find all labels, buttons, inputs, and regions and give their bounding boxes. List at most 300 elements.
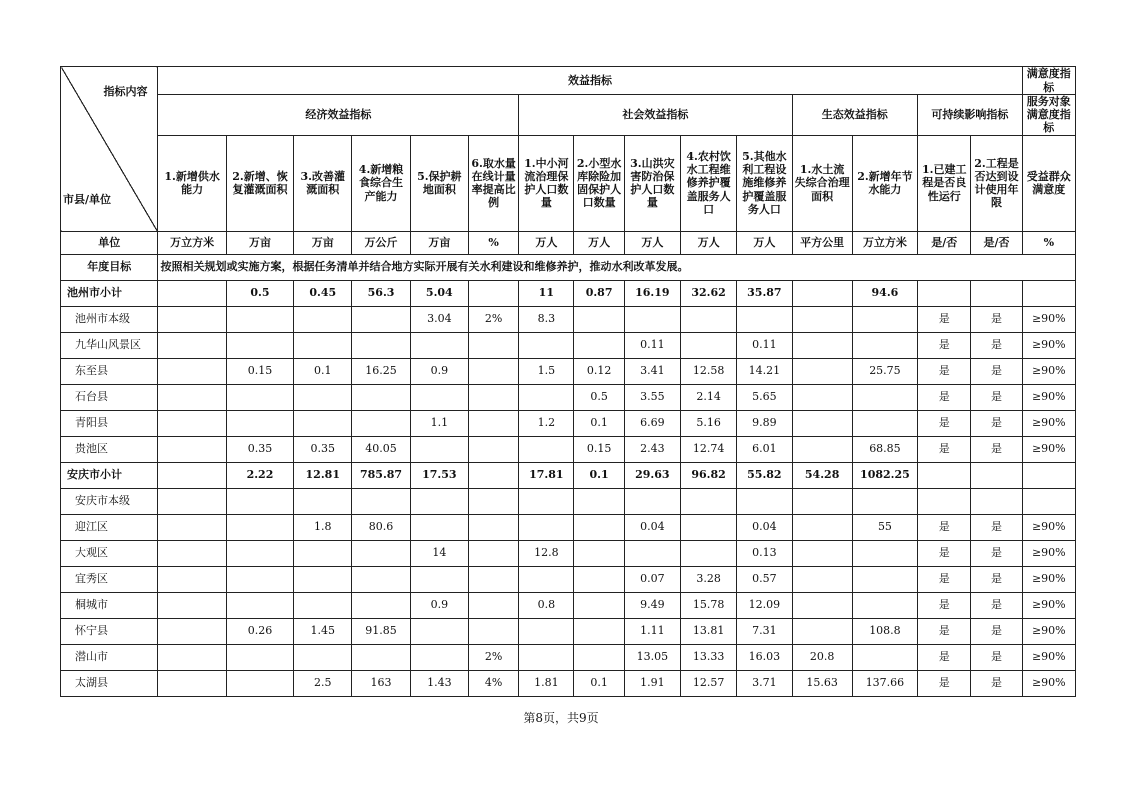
value-cell: 0.45 bbox=[294, 280, 352, 306]
value-cell: 3.28 bbox=[680, 566, 736, 592]
value-cell: 0.9 bbox=[410, 592, 468, 618]
value-cell: 1.81 bbox=[519, 670, 574, 696]
value-cell: 是 bbox=[971, 384, 1022, 410]
value-cell bbox=[680, 332, 736, 358]
value-cell bbox=[158, 540, 226, 566]
annual-target-label: 年度目标 bbox=[61, 254, 158, 280]
value-cell bbox=[352, 306, 410, 332]
value-cell bbox=[737, 488, 792, 514]
value-cell: 1.1 bbox=[410, 410, 468, 436]
table-row bbox=[61, 514, 1076, 540]
value-cell: 12.58 bbox=[680, 358, 736, 384]
sustainable-indicators-header: 可持续影响指标 bbox=[918, 95, 1023, 136]
value-cell: ≥90% bbox=[1022, 540, 1075, 566]
region-name: 太湖县 bbox=[61, 670, 158, 696]
value-cell bbox=[519, 644, 574, 670]
value-cell: 15.63 bbox=[792, 670, 852, 696]
region-name: 九华山风景区 bbox=[61, 332, 158, 358]
value-cell: 0.15 bbox=[574, 436, 624, 462]
value-cell: ≥90% bbox=[1022, 384, 1075, 410]
value-cell: 2% bbox=[468, 644, 518, 670]
value-cell bbox=[519, 566, 574, 592]
value-cell: 54.28 bbox=[792, 462, 852, 488]
value-cell bbox=[410, 644, 468, 670]
value-cell: 是 bbox=[971, 670, 1022, 696]
value-cell: 14.21 bbox=[737, 358, 792, 384]
value-cell bbox=[158, 644, 226, 670]
value-cell: 8.3 bbox=[519, 306, 574, 332]
value-cell bbox=[680, 514, 736, 540]
value-cell: 是 bbox=[971, 306, 1022, 332]
value-cell bbox=[519, 514, 574, 540]
value-cell: 是 bbox=[918, 644, 971, 670]
value-cell bbox=[410, 436, 468, 462]
value-cell bbox=[226, 644, 293, 670]
indicator-header: 3.山洪灾害防治保护人口数量 bbox=[624, 135, 680, 231]
value-cell: 0.04 bbox=[737, 514, 792, 540]
value-cell: 55.82 bbox=[737, 462, 792, 488]
table-row bbox=[61, 540, 1076, 566]
value-cell: 是 bbox=[918, 670, 971, 696]
value-cell bbox=[852, 644, 917, 670]
value-cell: 0.8 bbox=[519, 592, 574, 618]
value-cell bbox=[574, 618, 624, 644]
value-cell bbox=[574, 592, 624, 618]
value-cell bbox=[226, 488, 293, 514]
value-cell: 是 bbox=[918, 410, 971, 436]
value-cell bbox=[468, 358, 518, 384]
indicator-header: 1.已建工程是否良性运行 bbox=[918, 135, 971, 231]
value-cell: 108.8 bbox=[852, 618, 917, 644]
value-cell bbox=[468, 566, 518, 592]
value-cell: 9.89 bbox=[737, 410, 792, 436]
value-cell bbox=[792, 384, 852, 410]
value-cell bbox=[158, 670, 226, 696]
satisfaction-indicators-header: 满意度指标 bbox=[1022, 67, 1075, 95]
value-cell bbox=[158, 566, 226, 592]
value-cell bbox=[468, 618, 518, 644]
unit-cell: 万人 bbox=[574, 231, 624, 254]
value-cell bbox=[624, 488, 680, 514]
value-cell: 785.87 bbox=[352, 462, 410, 488]
value-cell bbox=[792, 410, 852, 436]
value-cell bbox=[792, 488, 852, 514]
value-cell bbox=[852, 540, 917, 566]
value-cell bbox=[352, 488, 410, 514]
value-cell bbox=[1022, 462, 1075, 488]
value-cell: ≥90% bbox=[1022, 410, 1075, 436]
value-cell: 25.75 bbox=[852, 358, 917, 384]
value-cell: 163 bbox=[352, 670, 410, 696]
value-cell: ≥90% bbox=[1022, 306, 1075, 332]
value-cell: 15.78 bbox=[680, 592, 736, 618]
corner-region-label: 市县/单位 bbox=[63, 193, 112, 207]
value-cell bbox=[158, 514, 226, 540]
unit-cell: % bbox=[468, 231, 518, 254]
value-cell bbox=[468, 410, 518, 436]
table-row bbox=[61, 618, 1076, 644]
value-cell: 17.81 bbox=[519, 462, 574, 488]
value-cell: 16.03 bbox=[737, 644, 792, 670]
value-cell: 68.85 bbox=[852, 436, 917, 462]
value-cell bbox=[226, 514, 293, 540]
value-cell: 20.8 bbox=[792, 644, 852, 670]
region-name: 池州市小计 bbox=[61, 280, 158, 306]
table-row bbox=[61, 306, 1076, 332]
value-cell bbox=[294, 488, 352, 514]
value-cell: 1.91 bbox=[624, 670, 680, 696]
unit-cell: 万立方米 bbox=[852, 231, 917, 254]
value-cell bbox=[574, 332, 624, 358]
value-cell: 1.8 bbox=[294, 514, 352, 540]
unit-row-label: 单位 bbox=[61, 231, 158, 254]
unit-cell: 万人 bbox=[624, 231, 680, 254]
region-name: 池州市本级 bbox=[61, 306, 158, 332]
value-cell: 是 bbox=[971, 592, 1022, 618]
value-cell: 13.05 bbox=[624, 644, 680, 670]
value-cell: 11 bbox=[519, 280, 574, 306]
value-cell bbox=[574, 644, 624, 670]
value-cell bbox=[574, 566, 624, 592]
unit-cell: 万亩 bbox=[226, 231, 293, 254]
value-cell: 是 bbox=[971, 644, 1022, 670]
value-cell bbox=[852, 488, 917, 514]
indicator-header: 2.新增、恢复灌溉面积 bbox=[226, 135, 293, 231]
region-name: 怀宁县 bbox=[61, 618, 158, 644]
value-cell bbox=[226, 592, 293, 618]
value-cell: 2.5 bbox=[294, 670, 352, 696]
value-cell: ≥90% bbox=[1022, 332, 1075, 358]
value-cell: 3.41 bbox=[624, 358, 680, 384]
region-name: 宜秀区 bbox=[61, 566, 158, 592]
value-cell: 是 bbox=[971, 410, 1022, 436]
value-cell bbox=[294, 332, 352, 358]
value-cell bbox=[519, 332, 574, 358]
value-cell bbox=[352, 384, 410, 410]
table-row bbox=[61, 488, 1076, 514]
value-cell: 是 bbox=[918, 306, 971, 332]
value-cell: 0.5 bbox=[226, 280, 293, 306]
value-cell bbox=[410, 514, 468, 540]
indicator-header: 6.取水量在线计量率提高比例 bbox=[468, 135, 518, 231]
value-cell: 0.07 bbox=[624, 566, 680, 592]
value-cell bbox=[852, 384, 917, 410]
value-cell bbox=[352, 332, 410, 358]
value-cell: 0.13 bbox=[737, 540, 792, 566]
value-cell: ≥90% bbox=[1022, 566, 1075, 592]
value-cell: 0.1 bbox=[574, 670, 624, 696]
value-cell: 96.82 bbox=[680, 462, 736, 488]
value-cell: 12.81 bbox=[294, 462, 352, 488]
value-cell bbox=[519, 436, 574, 462]
page-footer: 第8页，共9页 bbox=[523, 711, 599, 725]
value-cell: 5.65 bbox=[737, 384, 792, 410]
unit-cell: 万公斤 bbox=[352, 231, 410, 254]
value-cell bbox=[468, 280, 518, 306]
value-cell bbox=[792, 436, 852, 462]
value-cell bbox=[158, 488, 226, 514]
value-cell bbox=[852, 410, 917, 436]
indicator-header: 1.新增供水能力 bbox=[158, 135, 226, 231]
value-cell bbox=[852, 306, 917, 332]
value-cell bbox=[971, 488, 1022, 514]
indicator-header: 3.改善灌溉面积 bbox=[294, 135, 352, 231]
value-cell bbox=[1022, 488, 1075, 514]
value-cell: 0.11 bbox=[624, 332, 680, 358]
value-cell: 0.87 bbox=[574, 280, 624, 306]
value-cell: 是 bbox=[918, 618, 971, 644]
value-cell: 0.9 bbox=[410, 358, 468, 384]
value-cell bbox=[519, 488, 574, 514]
value-cell bbox=[574, 488, 624, 514]
table-row bbox=[61, 592, 1076, 618]
region-name: 石台县 bbox=[61, 384, 158, 410]
value-cell: 35.87 bbox=[737, 280, 792, 306]
value-cell bbox=[792, 280, 852, 306]
value-cell bbox=[158, 436, 226, 462]
table-row bbox=[61, 332, 1076, 358]
value-cell: 0.15 bbox=[226, 358, 293, 384]
unit-cell: 是/否 bbox=[971, 231, 1022, 254]
value-cell: 1.43 bbox=[410, 670, 468, 696]
region-name: 桐城市 bbox=[61, 592, 158, 618]
value-cell bbox=[792, 358, 852, 384]
value-cell: 137.66 bbox=[852, 670, 917, 696]
value-cell bbox=[680, 488, 736, 514]
value-cell: 6.01 bbox=[737, 436, 792, 462]
value-cell: 0.57 bbox=[737, 566, 792, 592]
header-corner-cell bbox=[61, 67, 158, 232]
value-cell bbox=[792, 540, 852, 566]
value-cell bbox=[519, 618, 574, 644]
value-cell: 1082.25 bbox=[852, 462, 917, 488]
value-cell bbox=[468, 462, 518, 488]
value-cell: 是 bbox=[918, 566, 971, 592]
value-cell: 16.25 bbox=[352, 358, 410, 384]
value-cell bbox=[468, 384, 518, 410]
value-cell: 13.81 bbox=[680, 618, 736, 644]
table-row bbox=[61, 358, 1076, 384]
value-cell: 0.12 bbox=[574, 358, 624, 384]
value-cell: 0.11 bbox=[737, 332, 792, 358]
value-cell bbox=[918, 462, 971, 488]
value-cell: 0.1 bbox=[294, 358, 352, 384]
value-cell bbox=[792, 592, 852, 618]
value-cell bbox=[792, 514, 852, 540]
value-cell: 是 bbox=[918, 592, 971, 618]
value-cell bbox=[352, 540, 410, 566]
value-cell bbox=[352, 644, 410, 670]
indicator-header: 1.中小河流治理保护人口数量 bbox=[519, 135, 574, 231]
value-cell bbox=[158, 592, 226, 618]
value-cell bbox=[468, 592, 518, 618]
value-cell bbox=[680, 306, 736, 332]
indicator-header: 2.工程是否达到设计使用年限 bbox=[971, 135, 1022, 231]
value-cell bbox=[918, 488, 971, 514]
value-cell: 是 bbox=[971, 514, 1022, 540]
value-cell bbox=[918, 280, 971, 306]
value-cell: 0.26 bbox=[226, 618, 293, 644]
value-cell bbox=[468, 488, 518, 514]
table-row bbox=[61, 384, 1076, 410]
value-cell bbox=[352, 566, 410, 592]
value-cell: 1.11 bbox=[624, 618, 680, 644]
value-cell: 是 bbox=[971, 618, 1022, 644]
value-cell bbox=[468, 514, 518, 540]
value-cell bbox=[294, 384, 352, 410]
value-cell: 1.2 bbox=[519, 410, 574, 436]
value-cell bbox=[158, 618, 226, 644]
value-cell: 12.57 bbox=[680, 670, 736, 696]
value-cell: 94.6 bbox=[852, 280, 917, 306]
value-cell bbox=[792, 306, 852, 332]
indicator-header: 5.其他水利工程设施维修养护覆盖服务人口 bbox=[737, 135, 792, 231]
value-cell: 56.3 bbox=[352, 280, 410, 306]
value-cell bbox=[468, 332, 518, 358]
value-cell: 91.85 bbox=[352, 618, 410, 644]
table-row bbox=[61, 644, 1076, 670]
value-cell: 3.04 bbox=[410, 306, 468, 332]
value-cell: 2.43 bbox=[624, 436, 680, 462]
unit-cell: 是/否 bbox=[918, 231, 971, 254]
value-cell: 是 bbox=[918, 332, 971, 358]
corner-indicator-label: 指标内容 bbox=[103, 85, 148, 98]
region-name: 青阳县 bbox=[61, 410, 158, 436]
value-cell bbox=[294, 540, 352, 566]
region-name: 贵池区 bbox=[61, 436, 158, 462]
value-cell bbox=[158, 280, 226, 306]
value-cell bbox=[226, 306, 293, 332]
value-cell: 80.6 bbox=[352, 514, 410, 540]
value-cell bbox=[852, 332, 917, 358]
unit-cell: % bbox=[1022, 231, 1075, 254]
benefit-indicators-header: 效益指标 bbox=[158, 67, 1022, 95]
value-cell bbox=[737, 306, 792, 332]
value-cell: 0.35 bbox=[226, 436, 293, 462]
indicator-header: 4.新增粮食综合生产能力 bbox=[352, 135, 410, 231]
table-row bbox=[61, 436, 1076, 462]
value-cell bbox=[158, 358, 226, 384]
value-cell: 是 bbox=[971, 566, 1022, 592]
table-row bbox=[61, 280, 1076, 306]
value-cell bbox=[971, 280, 1022, 306]
value-cell bbox=[352, 410, 410, 436]
value-cell: 是 bbox=[971, 436, 1022, 462]
value-cell: 是 bbox=[918, 514, 971, 540]
region-name: 潜山市 bbox=[61, 644, 158, 670]
value-cell bbox=[792, 618, 852, 644]
value-cell: 3.55 bbox=[624, 384, 680, 410]
value-cell bbox=[226, 540, 293, 566]
unit-cell: 万人 bbox=[737, 231, 792, 254]
value-cell: 13.33 bbox=[680, 644, 736, 670]
value-cell bbox=[410, 384, 468, 410]
value-cell bbox=[468, 436, 518, 462]
value-cell bbox=[792, 566, 852, 592]
value-cell: ≥90% bbox=[1022, 514, 1075, 540]
value-cell: ≥90% bbox=[1022, 358, 1075, 384]
value-cell: 是 bbox=[918, 540, 971, 566]
social-indicators-header: 社会效益指标 bbox=[519, 95, 792, 136]
value-cell: 0.5 bbox=[574, 384, 624, 410]
value-cell: 1.5 bbox=[519, 358, 574, 384]
value-cell: 12.8 bbox=[519, 540, 574, 566]
indicator-header: 1.水土流失综合治理面积 bbox=[792, 135, 852, 231]
value-cell bbox=[852, 566, 917, 592]
indicator-header: 2.新增年节水能力 bbox=[852, 135, 917, 231]
value-cell: 0.35 bbox=[294, 436, 352, 462]
annual-target-text: 按照相关规划或实施方案，根据任务清单并结合地方实际开展有关水利建设和维修养护，推动水利改革发展。 bbox=[158, 254, 1076, 280]
value-cell: ≥90% bbox=[1022, 618, 1075, 644]
region-name: 安庆市本级 bbox=[61, 488, 158, 514]
value-cell bbox=[226, 384, 293, 410]
service-satisfaction-header: 服务对象满意度指标 bbox=[1022, 95, 1075, 136]
value-cell: 是 bbox=[971, 540, 1022, 566]
value-cell: 2% bbox=[468, 306, 518, 332]
value-cell: 12.09 bbox=[737, 592, 792, 618]
table-row bbox=[61, 670, 1076, 696]
value-cell bbox=[158, 410, 226, 436]
value-cell bbox=[226, 332, 293, 358]
region-name: 大观区 bbox=[61, 540, 158, 566]
region-name: 迎江区 bbox=[61, 514, 158, 540]
indicator-header: 受益群众满意度 bbox=[1022, 135, 1075, 231]
value-cell bbox=[410, 332, 468, 358]
value-cell bbox=[226, 410, 293, 436]
value-cell bbox=[294, 306, 352, 332]
value-cell bbox=[352, 592, 410, 618]
value-cell: 0.1 bbox=[574, 462, 624, 488]
value-cell bbox=[971, 462, 1022, 488]
value-cell bbox=[410, 488, 468, 514]
value-cell bbox=[158, 462, 226, 488]
value-cell: 是 bbox=[918, 436, 971, 462]
value-cell: 1.45 bbox=[294, 618, 352, 644]
value-cell bbox=[294, 566, 352, 592]
value-cell bbox=[410, 566, 468, 592]
unit-cell: 万亩 bbox=[294, 231, 352, 254]
indicator-header: 5.保护耕地面积 bbox=[410, 135, 468, 231]
value-cell bbox=[624, 540, 680, 566]
value-cell: 0.1 bbox=[574, 410, 624, 436]
value-cell bbox=[294, 644, 352, 670]
performance-indicator-table bbox=[60, 66, 1076, 697]
unit-cell: 万立方米 bbox=[158, 231, 226, 254]
value-cell bbox=[519, 384, 574, 410]
value-cell: 12.74 bbox=[680, 436, 736, 462]
region-name: 安庆市小计 bbox=[61, 462, 158, 488]
value-cell: ≥90% bbox=[1022, 644, 1075, 670]
value-cell bbox=[574, 540, 624, 566]
table-row bbox=[61, 566, 1076, 592]
unit-cell: 万亩 bbox=[410, 231, 468, 254]
value-cell: 6.69 bbox=[624, 410, 680, 436]
value-cell bbox=[792, 332, 852, 358]
value-cell: ≥90% bbox=[1022, 436, 1075, 462]
value-cell bbox=[468, 540, 518, 566]
value-cell: 2.14 bbox=[680, 384, 736, 410]
value-cell: 0.04 bbox=[624, 514, 680, 540]
value-cell bbox=[158, 306, 226, 332]
value-cell: 17.53 bbox=[410, 462, 468, 488]
value-cell: 9.49 bbox=[624, 592, 680, 618]
value-cell bbox=[624, 306, 680, 332]
value-cell: 3.71 bbox=[737, 670, 792, 696]
value-cell bbox=[410, 618, 468, 644]
value-cell: 是 bbox=[971, 332, 1022, 358]
value-cell: 是 bbox=[971, 358, 1022, 384]
unit-cell: 万人 bbox=[680, 231, 736, 254]
